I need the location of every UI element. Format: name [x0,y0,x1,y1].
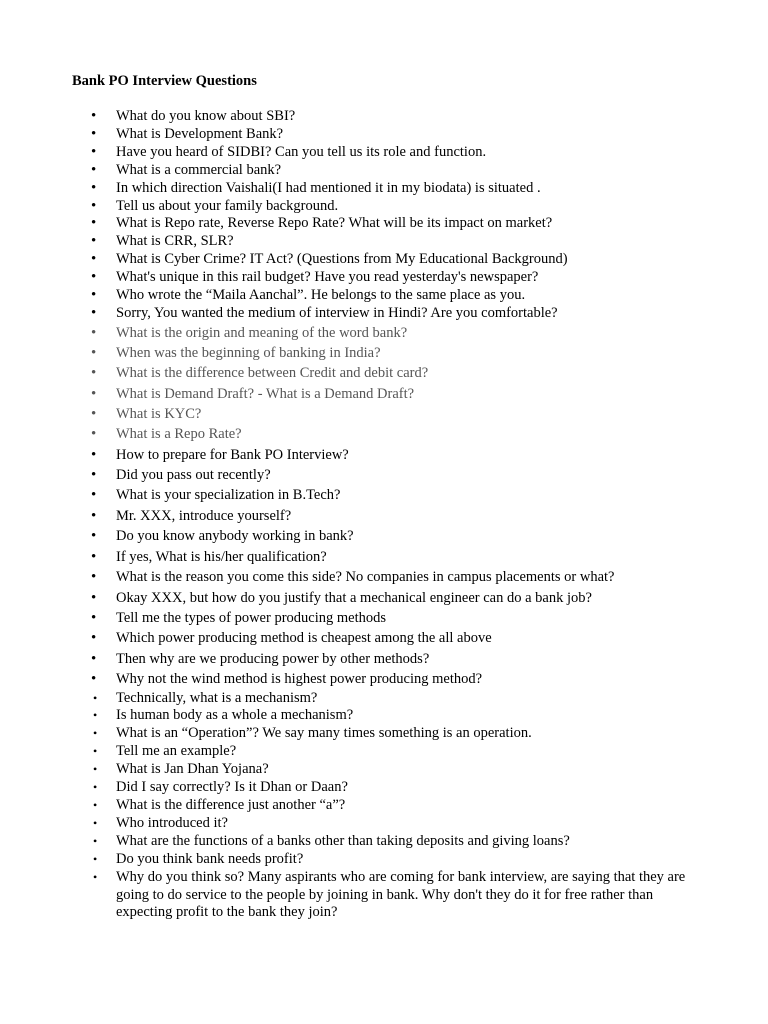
list-item [0,162,768,180]
list-item [0,445,768,465]
question-text: Sorry, You wanted the medium of interview in Hindi? Are you comfortable? [116,304,558,321]
question-text: Tell me the types of power producing methods [116,609,386,626]
question-text: Then why are we producing power by other methods? [116,650,430,667]
bullet-icon: • [93,726,98,741]
question-text: Mr. XXX, introduce yourself? [116,507,292,524]
question-list [0,108,768,922]
question-text: What are the functions of a banks other than taking deposits and giving loans? [116,832,570,849]
bullet-icon: • [91,365,97,382]
list-item [0,547,768,567]
question-text: Which power producing method is cheapest among the all above [116,630,492,647]
list-item [0,851,768,869]
question-text: What is a Repo Rate? [116,426,242,443]
bullet-icon: • [91,125,97,142]
question-text: What is CRR, SLR? [116,233,234,250]
bullet-icon: • [91,269,97,286]
question-text: What do you know about SBI? [116,108,296,124]
list-item [0,424,768,444]
list-item [0,485,768,505]
question-text: Who introduced it? [116,814,228,831]
bullet-icon: • [91,324,97,341]
bullet-icon: • [91,650,97,667]
question-text: When was the beginning of banking in India? [116,345,381,362]
list-item [0,649,768,669]
bullet-icon: • [91,304,97,321]
question-text: Why do you think so? Many aspirants who are coming for bank interview, are saying that they are going to do service to the people by joining in bank. Why don't they do it for free rather than expecting profit to the bank they join? [116,868,686,921]
question-text: What is the difference between Credit and debit card? [116,365,429,382]
question-text: What is Jan Dhan Yojana? [116,761,269,778]
bullet-icon: • [93,851,98,866]
bullet-icon: • [91,589,97,606]
question-text: What is Development Bank? [116,125,284,142]
question-text: If yes, What is his/her qualification? [116,548,327,565]
list-item [0,526,768,546]
list-item [0,343,768,363]
list-item [0,198,768,216]
bullet-icon: • [91,671,97,688]
bullet-icon: • [91,507,97,524]
list-item [0,233,768,251]
bullet-icon: • [91,548,97,565]
list-item [0,404,768,424]
list-item [0,384,768,404]
list-item [0,269,768,287]
bullet-icon: • [91,161,97,178]
list-item [0,690,768,708]
question-text: Technically, what is a mechanism? [116,689,318,706]
bullet-icon: • [93,708,98,723]
question-text: What is a commercial bank? [116,161,282,178]
bullet-icon: • [93,690,98,705]
question-text: What is the origin and meaning of the word bank? [116,324,408,341]
question-text: Who wrote the “Maila Aanchal”. He belongs to the same place as you. [116,287,526,304]
bullet-icon: • [91,251,97,268]
list-item [0,567,768,587]
question-text: Tell me an example? [116,743,237,760]
list-item [0,628,768,648]
bullet-icon: • [93,744,98,759]
list-item [0,180,768,198]
list-item [0,465,768,485]
bullet-icon: • [91,467,97,484]
question-text: What is KYC? [116,406,202,423]
list-item [0,869,768,923]
list-item [0,144,768,162]
question-text: Is human body as a whole a mechanism? [116,707,354,724]
bullet-icon: • [91,108,97,124]
question-text: Did I say correctly? Is it Dhan or Daan? [116,779,348,796]
list-item [0,797,768,815]
bullet-icon: • [91,630,97,647]
list-item [0,251,768,269]
list-item [0,815,768,833]
question-text: What is Demand Draft? - What is a Demand Draft? [116,385,415,402]
list-item [0,287,768,305]
list-item [0,305,768,323]
bullet-icon: • [91,406,97,423]
list-item [0,707,768,725]
bullet-icon: • [91,609,97,626]
question-text: In which direction Vaishali(I had mentioned it in my biodata) is situated . [116,179,541,196]
bullet-icon: • [93,815,98,830]
question-text: Okay XXX, but how do you justify that a mechanical engineer can do a bank job? [116,589,592,606]
question-text: What is your specialization in B.Tech? [116,487,341,504]
question-text: What is an “Operation”? We say many times something is an operation. [116,725,532,742]
list-item [0,761,768,779]
bullet-icon: • [91,528,97,545]
question-text: Do you know anybody working in bank? [116,528,354,545]
question-text: Tell us about your family background. [116,197,339,214]
bullet-icon: • [91,426,97,443]
list-item [0,506,768,526]
bullet-icon: • [91,215,97,232]
list-item [0,833,768,851]
question-text: Do you think bank needs profit? [116,850,304,867]
bullet-icon: • [91,233,97,250]
bullet-icon: • [91,487,97,504]
page-title: Bank PO Interview Questions [72,73,257,89]
question-text: What is the difference just another “a”? [116,796,346,813]
list-item [0,743,768,761]
question-text: What is Cyber Crime? IT Act? (Questions from My Educational Background) [116,251,568,268]
bullet-icon: • [93,797,98,812]
bullet-icon: • [91,143,97,160]
question-text: What is Repo rate, Reverse Repo Rate? What will be its impact on market? [116,215,553,232]
question-text: How to prepare for Bank PO Interview? [116,446,349,463]
list-item [0,725,768,743]
bullet-icon: • [91,446,97,463]
list-item [0,126,768,144]
question-text: What's unique in this rail budget? Have you read yesterday's newspaper? [116,269,539,286]
list-item [0,323,768,343]
bullet-icon: • [93,780,98,795]
question-text: Have you heard of SIDBI? Can you tell us its role and function. [116,143,487,160]
list-item [0,588,768,608]
bullet-icon: • [93,869,98,884]
list-item [0,363,768,383]
question-text: What is the reason you come this side? No companies in campus placements or what? [116,569,615,586]
bullet-icon: • [93,833,98,848]
list-item [0,215,768,233]
list-item [0,669,768,689]
list-item [0,108,768,126]
bullet-icon: • [93,762,98,777]
bullet-icon: • [91,385,97,402]
bullet-icon: • [91,569,97,586]
question-text: Did you pass out recently? [116,467,271,484]
list-item [0,779,768,797]
list-item [0,608,768,628]
bullet-icon: • [91,287,97,304]
bullet-icon: • [91,179,97,196]
bullet-icon: • [91,197,97,214]
bullet-icon: • [91,345,97,362]
question-text: Why not the wind method is highest power producing method? [116,671,483,688]
